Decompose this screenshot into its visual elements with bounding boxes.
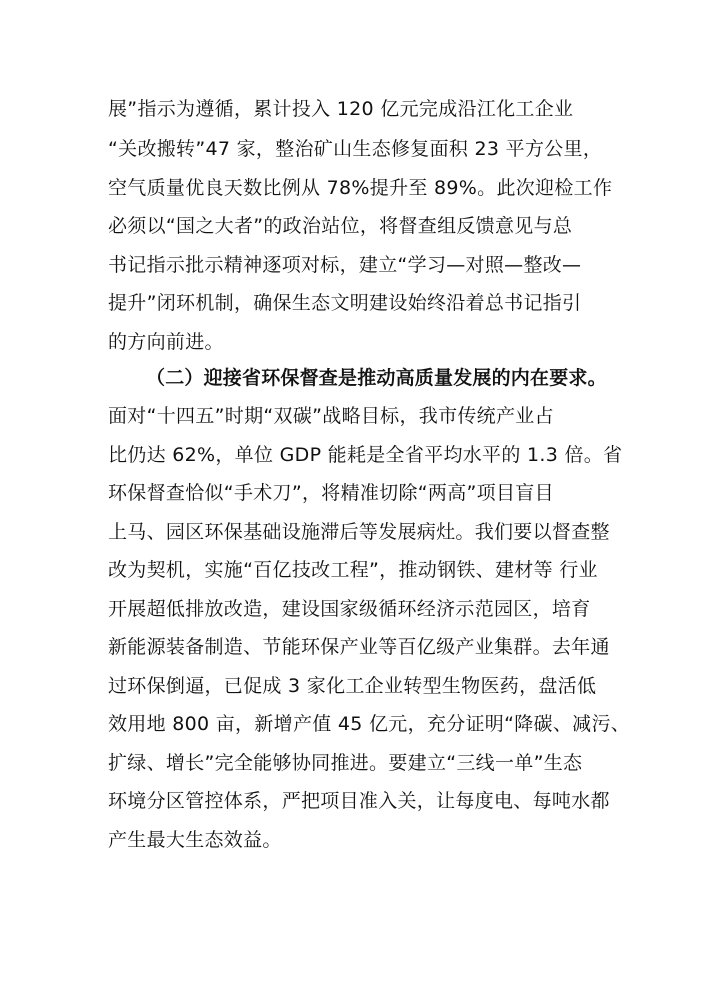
text-line-3: 空气质量优良天数比例从 78%提升至 89%。此次迎检工作 [108, 177, 613, 199]
text-line-10: 比仍达 62%，单位 GDP 能耗是全省平均水平的 1.3 倍。省 [108, 444, 623, 466]
text-line-6: 提升”闭环机制，确保生态文明建设始终沿着总书记指引 [108, 292, 582, 314]
text-line-2: “关改搬转”47 家，整治矿山生态修复面积 23 平方公里， [108, 138, 603, 160]
text-line-17: 效用地 800 亩，新增产值 45 亿元，充分证明“降碳、减污、 [108, 713, 631, 735]
text-line-18: 扩绿、增长”完全能够协同推进。要建立“三线一单”生态 [108, 752, 583, 774]
text-line-12: 上马、园区环保基础设施滞后等发展病灶。我们要以督查整 [108, 521, 610, 543]
text-line-14: 开展超低排放改造，建设国家级循环经济示范园区，培育 [108, 598, 591, 620]
text-line-5: 书记指示批示精神逐项对标，建立“学习—对照—整改— [108, 254, 582, 276]
section-heading: （二）迎接省环保督查是推动高质量发展的内在要求。 [146, 367, 607, 389]
text-line-1: 展”指示为遵循，累计投入 120 亿元完成沿江化工企业 [108, 98, 574, 120]
text-line-15: 新能源装备制造、节能环保产业等百亿级产业集群。去年通 [108, 636, 610, 658]
text-line-9: 面对“十四五”时期“双碳”战略目标，我市传统产业占 [108, 405, 554, 427]
text-line-4: 必须以“国之大者”的政治站位，将督查组反馈意见与总 [108, 215, 573, 237]
text-line-11: 环保督查恰似“手术刀”，将精准切除“两高”项目盲目 [108, 482, 554, 504]
text-line-19: 环境分区管控体系，严把项目准入关，让每度电、每吨水都 [108, 790, 610, 812]
text-line-13: 改为契机，实施“百亿技改工程”，推动钢铁、建材等 行业 [108, 559, 598, 581]
text-line-16: 过环保倒逼，已促成 3 家化工企业转型生物医药，盘活低 [108, 675, 597, 697]
text-line-7: 的方向前进。 [108, 331, 224, 353]
text-line-20: 产生最大生态效益。 [108, 829, 282, 851]
